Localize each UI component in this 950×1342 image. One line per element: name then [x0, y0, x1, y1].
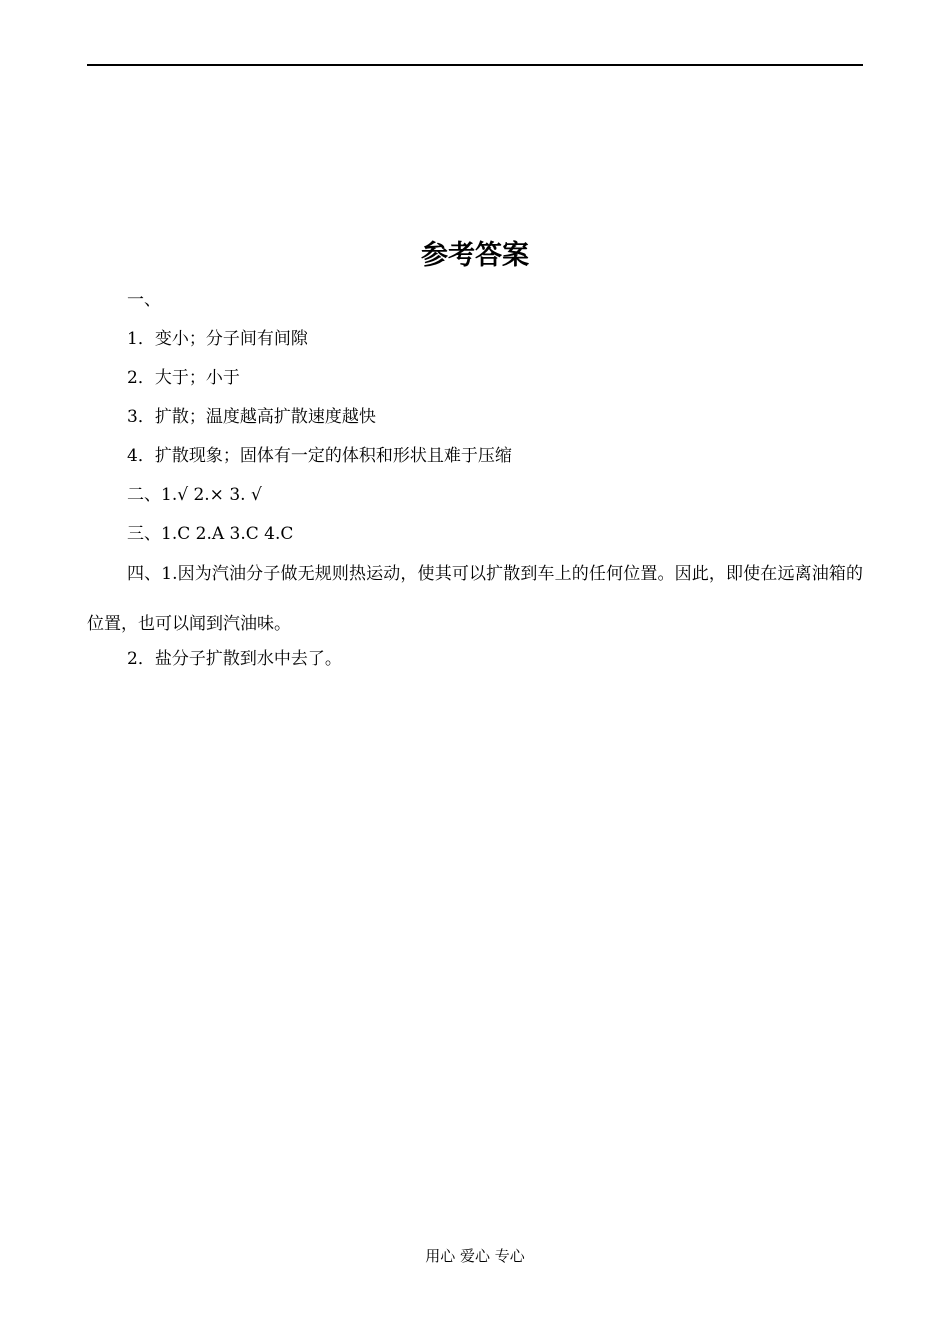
page-footer: 用心 爱心 专心: [425, 1247, 525, 1265]
answer-line: 4．扩散现象；固体有一定的体积和形状且难于压缩: [127, 446, 512, 466]
section-two-answers: 二、1.√ 2.× 3. √: [127, 485, 262, 505]
answer-line: 3．扩散；温度越高扩散速度越快: [127, 407, 376, 427]
answer-line: 2．大于；小于: [127, 368, 240, 388]
section-three-answers: 三、1.C 2.A 3.C 4.C: [127, 524, 294, 544]
answer-line: 2．盐分子扩散到水中去了。: [127, 649, 342, 669]
section-one-heading: 一、: [127, 290, 161, 310]
header-rule: [87, 64, 863, 66]
page-title: 参考答案: [421, 240, 529, 271]
section-four-paragraph: 四、1.因为汽油分子做无规则热运动，使其可以扩散到车上的任何位置。因此，即使在远离油箱的位置，也可以闻到汽油味。: [87, 564, 863, 634]
answer-line: 1．变小；分子间有间隙: [127, 329, 308, 349]
